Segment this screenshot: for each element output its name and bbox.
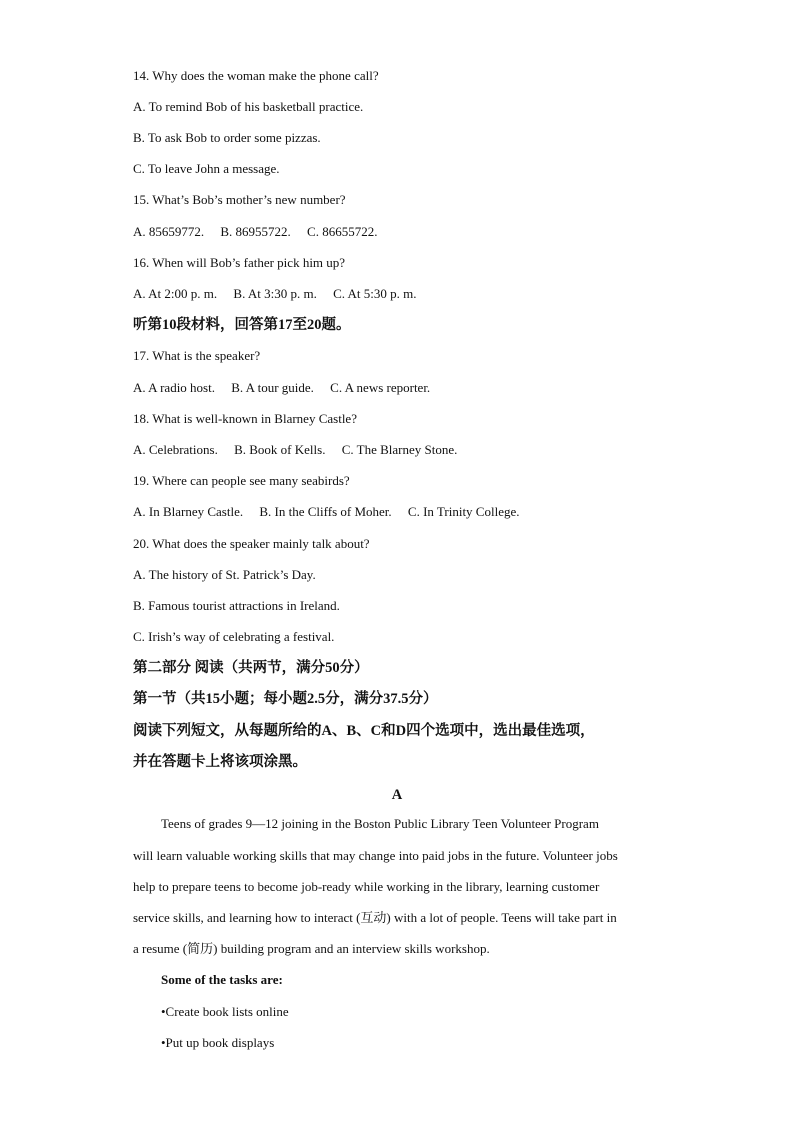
section-10-instruction: 听第10段材料，回答第17至20题。 [133, 317, 351, 333]
options-16: A. At 2:00 p. m. B. At 3:30 p. m. C. At 5:30 p. m. [133, 286, 417, 301]
passage-label: A [391, 787, 403, 803]
task-item: •Create book lists online [161, 1004, 289, 1019]
passage-line: a resume (简历) building program and an interview skills workshop. [133, 941, 490, 956]
question-18: 18. What is well-known in Blarney Castle? [133, 411, 357, 426]
tasks-heading: Some of the tasks are: [161, 972, 283, 987]
option-20c: C. Irish’s way of celebrating a festival. [133, 629, 335, 644]
option-14a: A. To remind Bob of his basketball practice. [133, 99, 364, 114]
reading-part-title: 第二部分 阅读（共两节，满分50分） [133, 660, 369, 676]
reading-instruction-line-2: 并在答题卡上将该项涂黑。 [133, 754, 307, 770]
options-17: A. A radio host. B. A tour guide. C. A news reporter. [133, 380, 431, 395]
passage-line: will learn valuable working skills that may change into paid jobs in the future. Volunteer jobs [133, 848, 618, 863]
question-16: 16. When will Bob’s father pick him up? [133, 255, 346, 270]
option-20a: A. The history of St. Patrick’s Day. [133, 567, 316, 582]
task-item: •Put up book displays [161, 1035, 275, 1050]
option-14b: B. To ask Bob to order some pizzas. [133, 130, 321, 145]
reading-section-title: 第一节（共15小题；每小题2.5分，满分37.5分） [133, 691, 438, 707]
options-18: A. Celebrations. B. Book of Kells. C. The Blarney Stone. [133, 442, 458, 457]
question-20: 20. What does the speaker mainly talk about? [133, 536, 370, 551]
question-14: 14. Why does the woman make the phone call? [133, 68, 379, 83]
passage-line: help to prepare teens to become job-ready while working in the library, learning customer [133, 879, 600, 894]
option-20b: B. Famous tourist attractions in Ireland. [133, 598, 340, 613]
passage-line: service skills, and learning how to interact (互动) with a lot of people. Teens will take part in [133, 910, 617, 925]
reading-instruction-line-1: 阅读下列短文，从每题所给的A、B、C和D四个选项中，选出最佳选项， [133, 723, 595, 739]
passage-line: Teens of grades 9—12 joining in the Boston Public Library Teen Volunteer Program [161, 816, 599, 831]
options-15: A. 85659772. B. 86955722. C. 86655722. [133, 224, 378, 239]
question-15: 15. What’s Bob’s mother’s new number? [133, 192, 346, 207]
question-17: 17. What is the speaker? [133, 348, 261, 363]
question-19: 19. Where can people see many seabirds? [133, 473, 350, 488]
option-14c: C. To leave John a message. [133, 161, 280, 176]
options-19: A. In Blarney Castle. B. In the Cliffs of Moher. C. In Trinity College. [133, 504, 520, 519]
